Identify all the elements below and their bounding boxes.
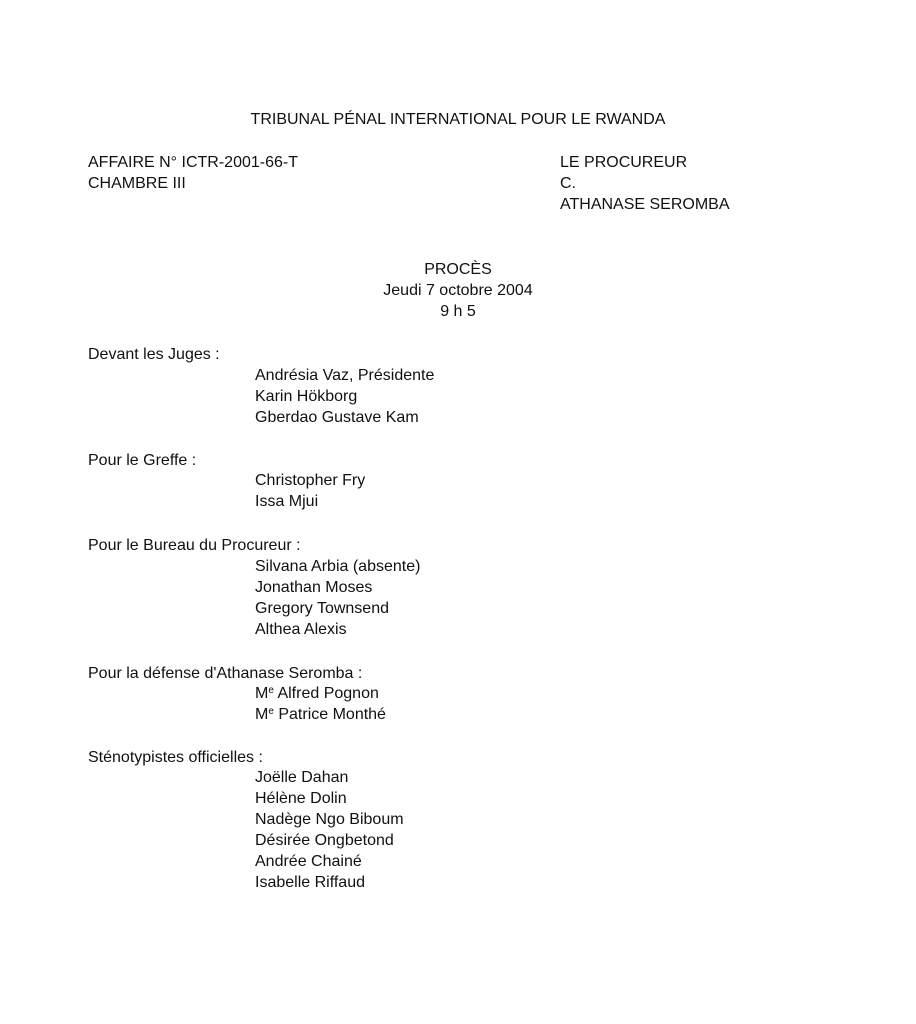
defense-list: [255, 683, 386, 725]
title-prefix: M: [255, 706, 269, 723]
prosecution-list: [255, 556, 420, 640]
prosecution-name: Gregory Townsend: [255, 600, 389, 617]
prosecutor: LE PROCUREUR: [560, 154, 688, 171]
prosecution-name: Silvana Arbia (absente): [255, 558, 421, 575]
stenographers-list: [255, 767, 404, 893]
session-time: 9 h 5: [440, 303, 476, 320]
stenographer-name: Joëlle Dahan: [255, 769, 349, 786]
defense-name: [255, 683, 386, 704]
registry-name: Issa Mjui: [255, 493, 319, 510]
session-date: Jeudi 7 octobre 2004: [383, 282, 533, 299]
registry-name: Christopher Fry: [255, 472, 366, 489]
title-prefix: M: [255, 685, 269, 702]
registry-label: Pour le Greffe :: [88, 452, 197, 469]
parties: [560, 152, 730, 215]
title-suffix: e: [268, 706, 274, 717]
judge-name: Andrésia Vaz, Présidente: [255, 367, 435, 384]
stenographer-name: Désirée Ongbetond: [255, 832, 394, 849]
stenographers-label: Sténotypistes officielles :: [88, 749, 263, 766]
judge-name: Karin Hökborg: [255, 388, 358, 405]
session-type: PROCÈS: [424, 261, 492, 278]
stenographer-name: Nadège Ngo Biboum: [255, 811, 404, 828]
tribunal-title: TRIBUNAL PÉNAL INTERNATIONAL POUR LE RWANDA: [250, 111, 666, 128]
versus: C.: [560, 175, 576, 192]
stenographer-name: Isabelle Riffaud: [255, 874, 365, 891]
stenographer-name: Hélène Dolin: [255, 790, 347, 807]
prosecution-name: Jonathan Moses: [255, 579, 373, 596]
judge-name: Gberdao Gustave Kam: [255, 409, 419, 426]
defense-name: [255, 704, 386, 725]
defense-label: Pour la défense d'Athanase Seromba :: [88, 665, 363, 682]
prosecution-name: Althea Alexis: [255, 621, 347, 638]
registry-list: [255, 470, 365, 512]
case-number: AFFAIRE N° ICTR-2001-66-T: [88, 154, 298, 171]
title-suffix: e: [268, 685, 274, 696]
chamber: CHAMBRE III: [88, 175, 186, 192]
judges-label: Devant les Juges :: [88, 346, 220, 363]
judges-list: [255, 365, 434, 428]
prosecution-label: Pour le Bureau du Procureur :: [88, 537, 301, 554]
lawyer-name: Patrice Monthé: [278, 706, 386, 723]
case-info: [88, 152, 298, 194]
lawyer-name: Alfred Pognon: [277, 685, 379, 702]
stenographer-name: Andrée Chainé: [255, 853, 362, 870]
accused: ATHANASE SEROMBA: [560, 196, 730, 213]
session-info: [0, 259, 916, 322]
